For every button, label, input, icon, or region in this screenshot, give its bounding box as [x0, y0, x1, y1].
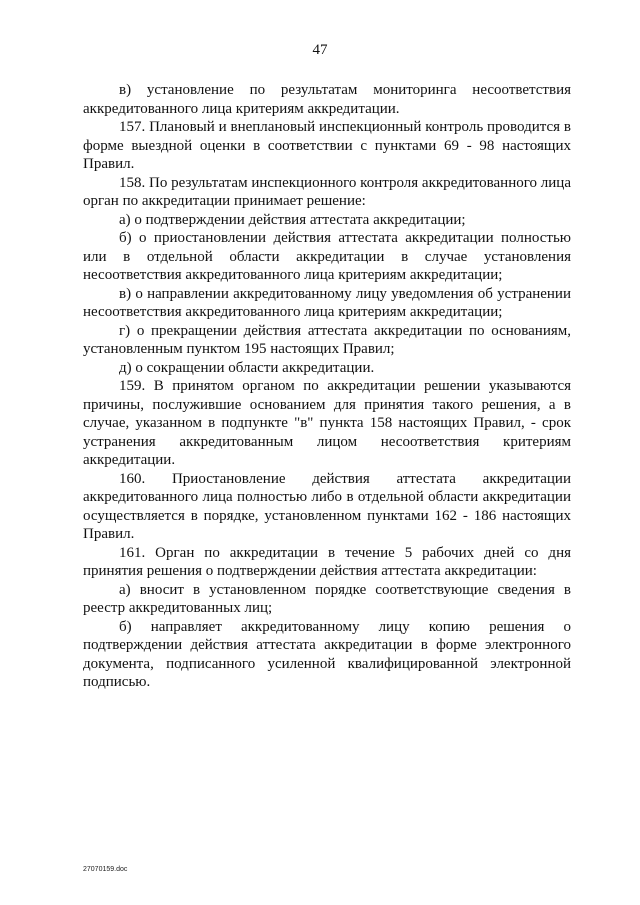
paragraph-158: 158. По результатам инспекционного контроля аккредитованного лица орган по аккредитации принимает решение: [83, 174, 571, 209]
paragraph-156-v: в) установление по результатам мониторинга несоответствия аккредитованного лица критериям аккредитации. [83, 82, 571, 117]
paragraph-161-a: а) вносит в установленном порядке соответствующие сведения в реестр аккредитованных лиц; [83, 581, 571, 616]
paragraph-161: 161. Орган по аккредитации в течение 5 рабочих дней со дня принятия решения о подтверждении действия аттестата аккредитации: [83, 544, 571, 579]
paragraph-160: 160. Приостановление действия аттестата аккредитации аккредитованного лица полностью либо в отдельной области аккредитации осуществляется в порядке, установленном пунктами 162 - 186 настоящих Правил. [83, 470, 571, 542]
paragraph-158-b: б) о приостановлении действия аттестата аккредитации полностью или в отдельной области аккредитации в случае установления несоответствия аккредитованного лица критериям аккредитации; [83, 230, 571, 283]
paragraph-158-g: г) о прекращении действия аттестата аккредитации по основаниям, установленным пунктом 195 настоящих Правил; [83, 322, 571, 357]
paragraph-158-a: а) о подтверждении действия аттестата аккредитации; [119, 211, 466, 228]
paragraph-157: 157. Плановый и внеплановый инспекционный контроль проводится в форме выездной оценки в соответствии с пунктами 69 - 98 настоящих Правил. [83, 119, 571, 172]
paragraph-159: 159. В принятом органом по аккредитации решении указываются причины, послужившие основанием для принятия такого решения, а в случае, указанном в подпункте "в" пункта 158 настоящих Правил, - срок устранения аккредитованным лицом несоответствия критериям аккредитации. [83, 378, 571, 468]
paragraph-158-v: в) о направлении аккредитованному лицу уведомления об устранении несоответствия аккредитованного лица критериям аккредитации; [83, 285, 571, 320]
page-number: 47 [312, 42, 328, 58]
document-body [83, 81, 571, 692]
paragraph-158-d: д) о сокращении области аккредитации. [119, 359, 375, 376]
document-file-code: 27070159.doc [83, 866, 128, 873]
paragraph-161-b: б) направляет аккредитованному лицу копию решения о подтверждении действия аттестата аккредитации в форме электронного документа, подписанного усиленной квалифицированной электронной подписью. [83, 618, 571, 690]
